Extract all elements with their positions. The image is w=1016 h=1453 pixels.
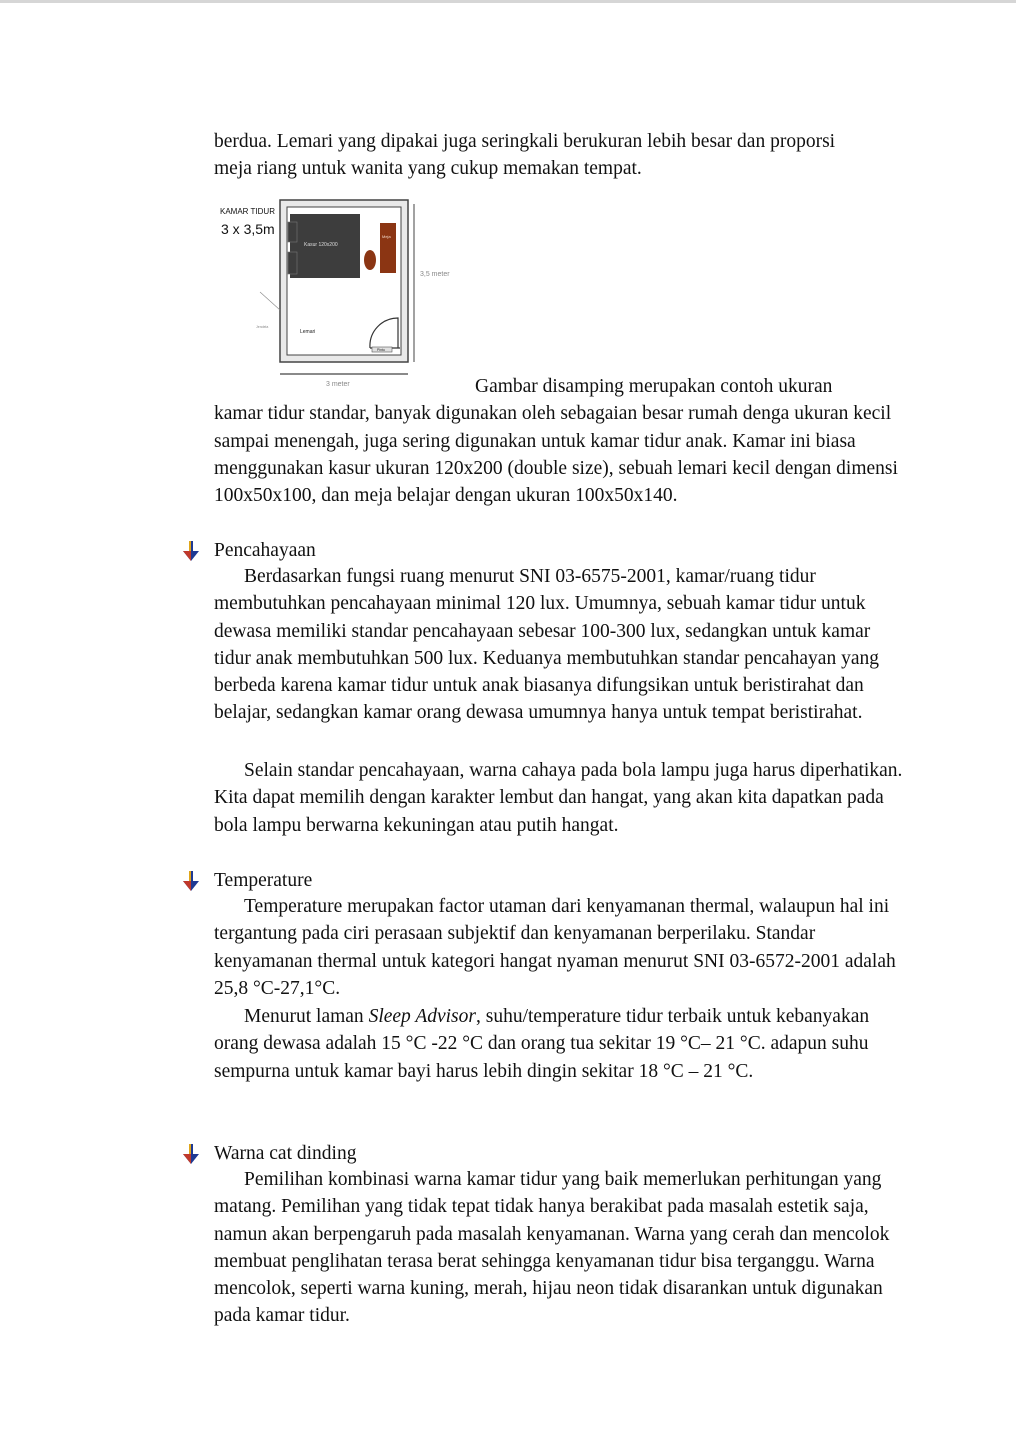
- door-label: Pintu: [377, 348, 385, 352]
- temperature-paragraph-1: [214, 893, 904, 1002]
- section-heading-paint: [180, 1140, 356, 1167]
- height-label: 3,5 meter: [420, 271, 450, 278]
- intro-paragraph: [214, 128, 904, 183]
- intro-line-1: berdua. Lemari yang dipakai juga seringkali berukuran lebih besar dan proporsi: [214, 131, 836, 152]
- temperature-text-2-post: , suhu/temperature tidur terbaik untuk kebanyakan orang dewasa adalah 15 °C -22 °C dan orang tua sekitar 19 °C– 21 °C. adapun suhu sempurna untuk kamar bayi harus lebih dingin sekitar 18 °C – 21 °C.: [214, 1006, 870, 1082]
- lighting-text-1: Berdasarkan fungsi ruang menurut SNI 03-6575-2001, kamar/ruang tidur membutuhkan pencahayaan minimal 120 lux. Umumnya, sebuah kamar tidur untuk dewasa memiliki standar pencahayaan sebesar 100-300 lux, sedangkan untuk kamar tidur anak membutuhkan 500 lux. Keduanya membutuhkan standar pencahayan yang berbeda karena kamar tidur untuk anak biasanya difungsikan untuk beristirahat dan belajar, sedangkan kamar orang dewasa umumnya hanya untuk tempat beristirahat.: [214, 566, 879, 724]
- temperature-paragraph-2: [214, 1003, 904, 1085]
- page-top-border: [0, 0, 1016, 3]
- figure-caption: [214, 373, 904, 509]
- paint-paragraph-1: [214, 1166, 904, 1330]
- heading-text: Warna cat dinding: [214, 1143, 357, 1164]
- desk: [380, 223, 396, 273]
- down-arrow-bullet-icon: [180, 1143, 202, 1165]
- bed-pillow-2: [288, 252, 297, 274]
- temperature-text-1: Temperature merupakan factor utaman dari kenyamanan thermal, walaupun hal ini tergantung pada ciri perasaan subjektif dan kenyamanan berperilaku. Standar kenyamanan thermal untuk kategori hangat nyaman menurut SNI 03-6572-2001 adalah 25,8 °C-27,1°C.: [214, 896, 896, 999]
- sleep-advisor-citation: Sleep Advisor: [368, 1006, 476, 1027]
- chair: [364, 250, 376, 270]
- down-arrow-bullet-icon: [180, 540, 202, 562]
- floorplan-size: 3 x 3,5m: [221, 221, 275, 237]
- lighting-paragraph-1: [214, 563, 904, 727]
- down-arrow-bullet-icon: [180, 870, 202, 892]
- intro-line-2: meja riang untuk wanita yang cukup memakan tempat.: [214, 158, 642, 180]
- window-label: Jendela: [256, 325, 269, 329]
- bed-pillow-1: [288, 222, 297, 242]
- bedroom-floorplan: [214, 196, 464, 392]
- temperature-text-2-pre: Menurut laman: [244, 1006, 369, 1027]
- floorplan-title: KAMAR TIDUR: [220, 207, 275, 216]
- section-heading-lighting: [180, 537, 316, 564]
- lighting-text-2: Selain standar pencahayaan, warna cahaya pada bola lampu juga harus diperhatikan. Kita dapat memilih dengan karakter lembut dan hangat, yang akan kita dapatkan pada bola lampu berwarna kekuningan atau putih hangat.: [214, 760, 903, 836]
- caption-body: kamar tidur standar, banyak digunakan oleh sebagaian besar rumah denga ukuran kecil sampai menengah, juga sering digunakan untuk kamar tidur anak. Kamar ini biasa menggunakan kasur ukuran 120x200 (double size), sebuah lemari kecil dengan dimensi 100x50x100, dan meja belajar dengan ukuran 100x50x140.: [214, 403, 898, 507]
- section-heading-temperature: [180, 867, 312, 894]
- lighting-paragraph-2: [214, 757, 904, 839]
- paint-text-1: Pemilihan kombinasi warna kamar tidur yang baik memerlukan perhitungan yang matang. Pemilihan yang tidak tepat tidak hanya berakibat pada masalah estetik saja, namun akan berpengaruh pada masalah kenyamanan. Warna yang cerah dan mencolok membuat penglihatan terasa berat sehingga kenyamanan tidur bisa terganggu. Warna mencolok, seperti warna kuning, merah, hijau neon tidak disarankan untuk digunakan pada kamar tidur.: [214, 1169, 890, 1327]
- width-label: 3 meter: [326, 381, 350, 388]
- heading-text: Pencahayaan: [214, 540, 316, 561]
- bed-label: Kasur 120x200: [304, 242, 338, 248]
- desk-label: Meja: [382, 234, 391, 239]
- caption-first-line: Gambar disamping merupakan contoh ukuran: [475, 376, 833, 397]
- wardrobe-label: Lemari: [300, 329, 316, 335]
- heading-text: Temperature: [214, 870, 313, 891]
- window-pointer: [260, 292, 280, 310]
